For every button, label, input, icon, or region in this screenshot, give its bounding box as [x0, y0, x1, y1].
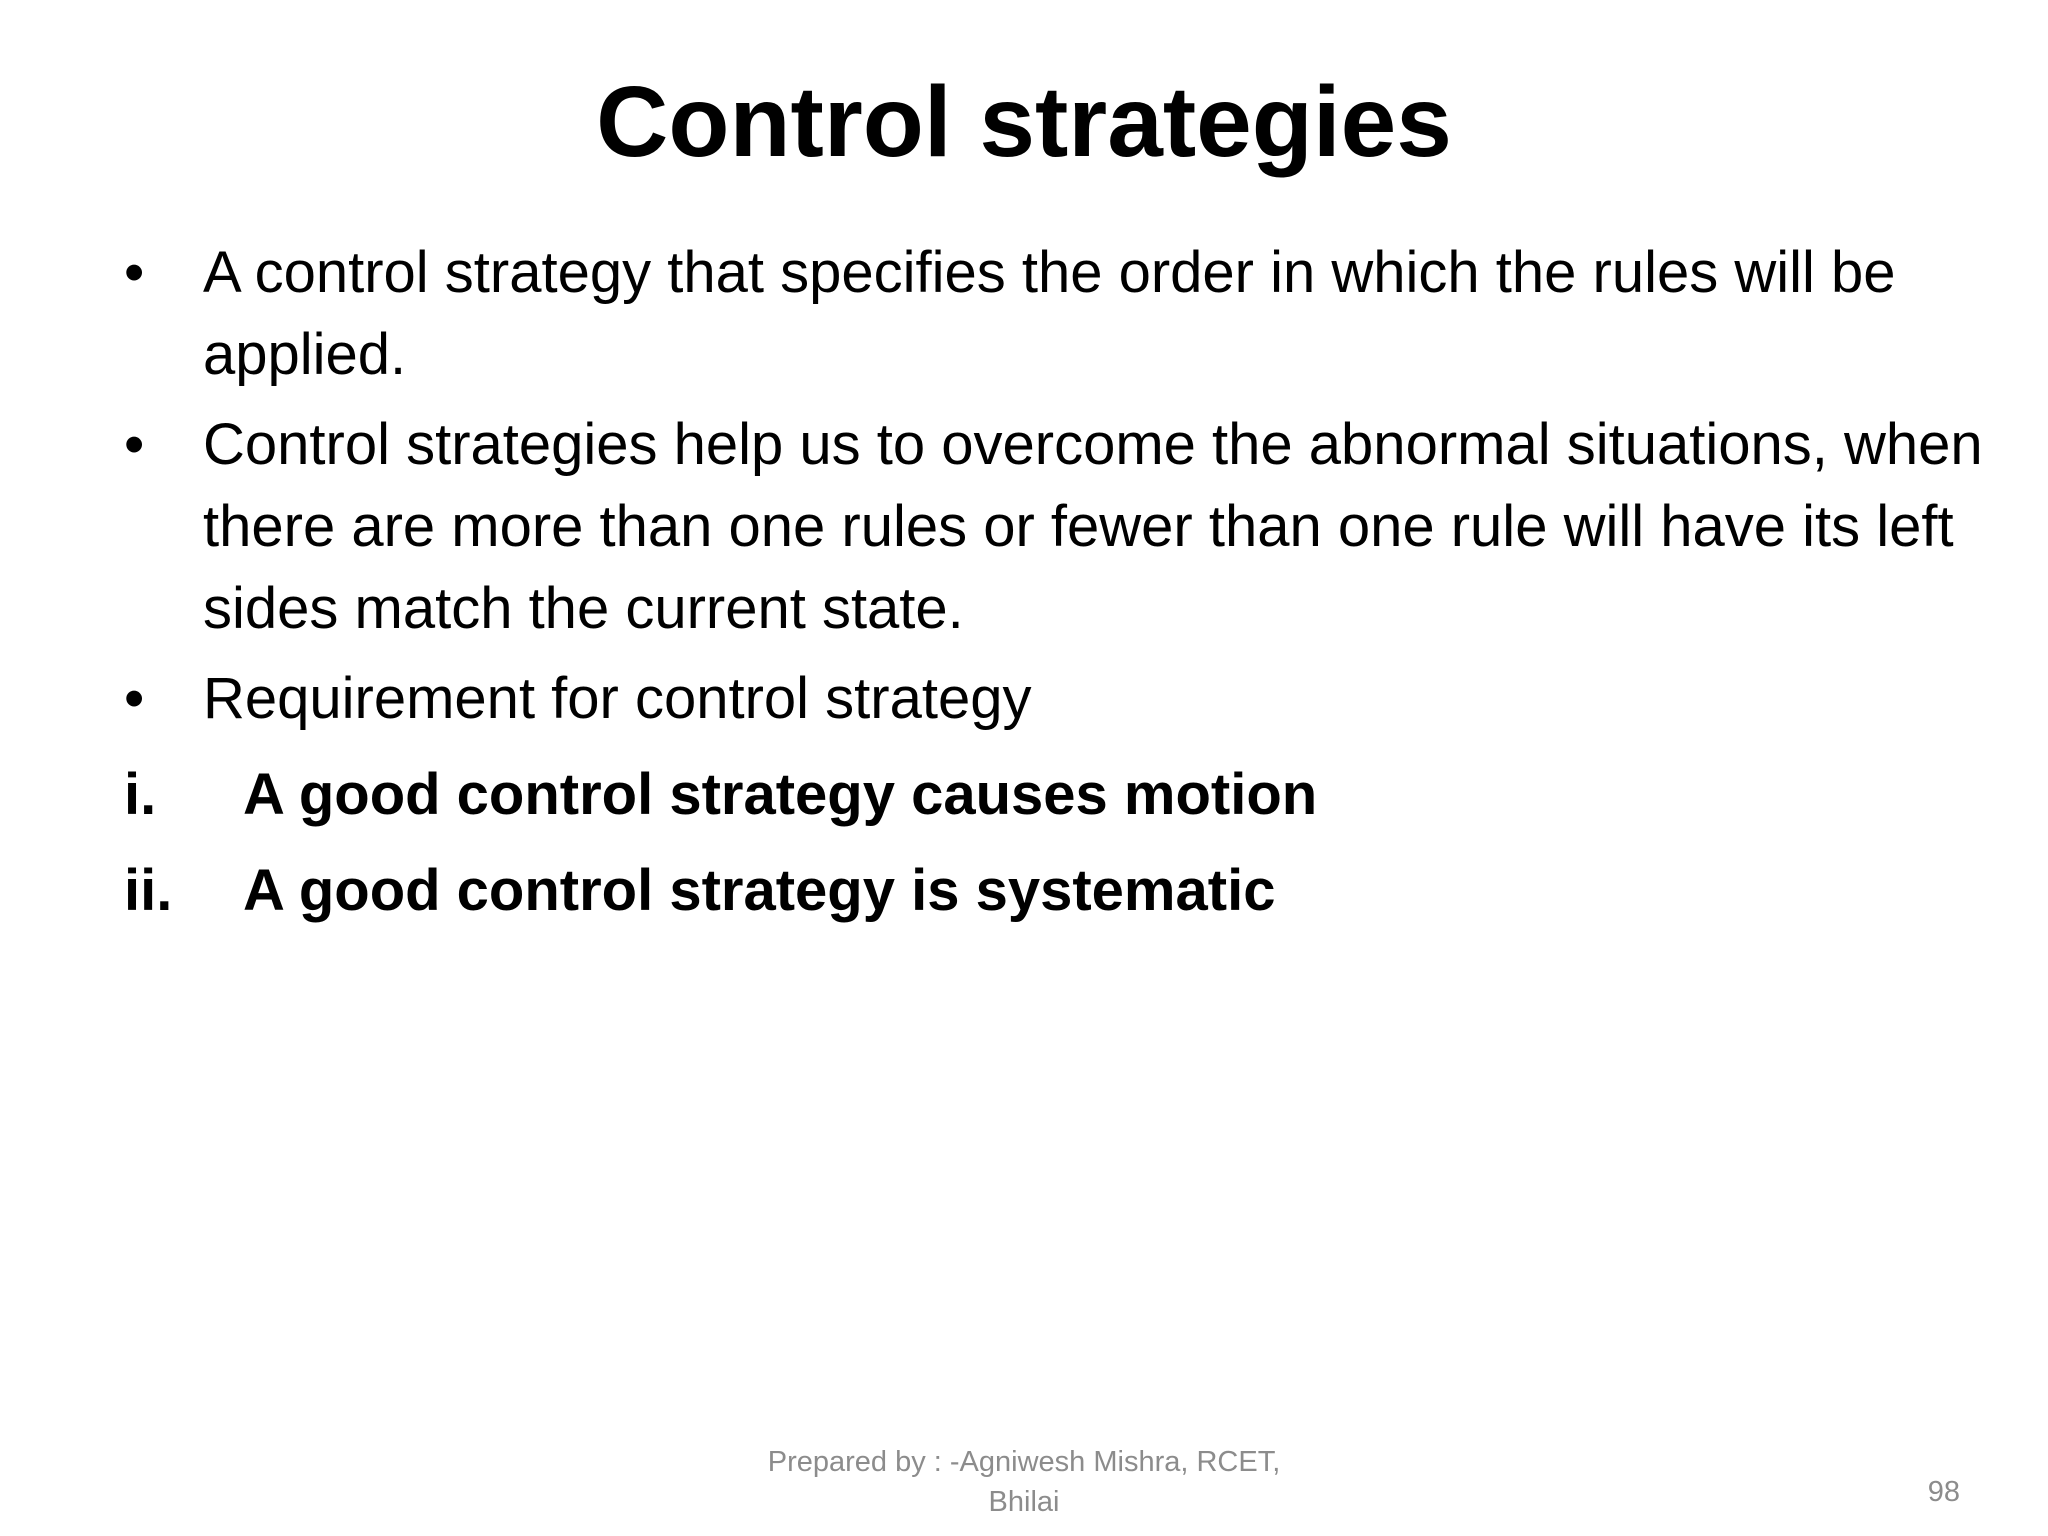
numbered-text: A good control strategy causes motion [243, 762, 1318, 827]
bullet-item [118, 404, 2008, 650]
bullet-text: Requirement for control strategy [203, 666, 1032, 731]
numbered-text: A good control strategy is systematic [243, 858, 1276, 923]
numbered-marker: i. [124, 762, 157, 827]
slide-title: Control strategies [596, 66, 1452, 178]
bullet-marker: • [124, 412, 145, 477]
bullet-text: Control strategies help us to overcome the abnormal situations, when there are more than one rules or fewer than one rule will have its left sides match the current state. [203, 412, 1983, 641]
footer-credit [724, 1442, 1324, 1522]
footer-line-1: Prepared by : -Agniwesh Mishra, RCET, [767, 1446, 1281, 1478]
numbered-item [118, 850, 2008, 932]
slide-number: 98 [1927, 1476, 1960, 1508]
bullet-item [118, 658, 2008, 740]
bullet-item [118, 232, 2008, 396]
bullet-text: A control strategy that specifies the order in which the rules will be applied. [203, 240, 1896, 387]
numbered-item [118, 754, 2008, 836]
bullet-marker: • [124, 240, 145, 305]
bullet-marker: • [124, 666, 145, 731]
footer-line-2: Bhilai [988, 1486, 1060, 1518]
slide-content [118, 232, 2008, 932]
numbered-marker: ii. [124, 858, 173, 923]
